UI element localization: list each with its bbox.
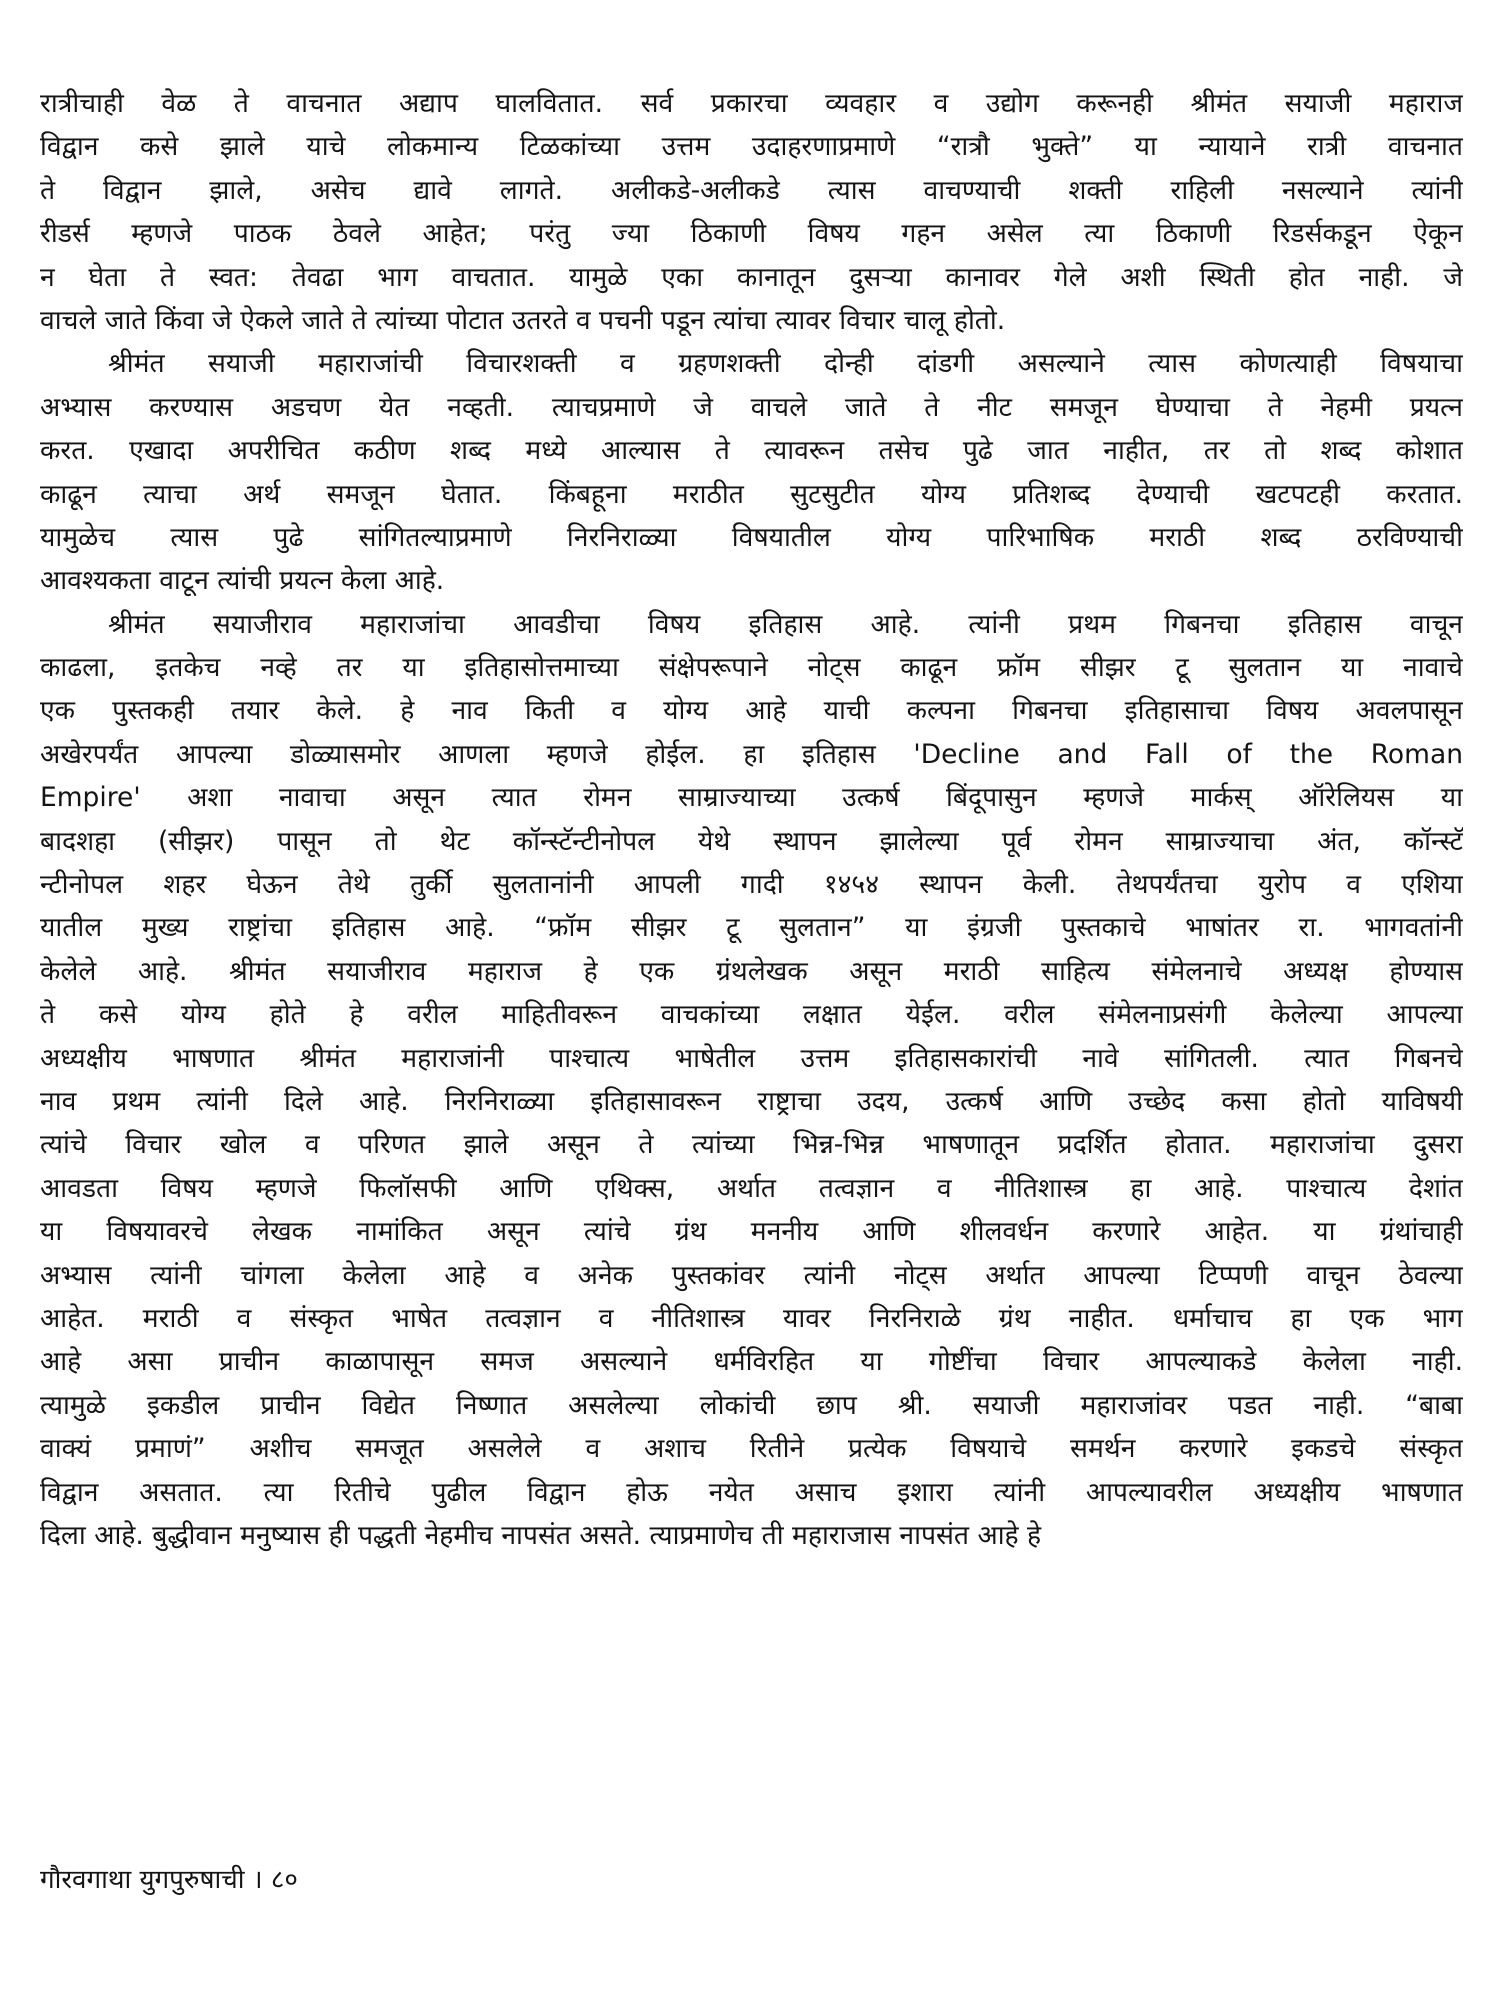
text-line: श्रीमंत सयाजीराव महाराजांचा आवडीचा विषय इतिहास आहे. त्यांनी प्रथम गिबनचा इतिहास वाचून: [108, 608, 1463, 640]
text-line: ते कसे योग्य होते हे वरील माहितीवरून वाचकांच्या लक्षात येईल. वरील संमेलनाप्रसंगी केलेल्या आपल्या: [40, 999, 1463, 1031]
text-line: आवडता विषय म्हणजे फिलॉसफी आणि एथिक्स, अर्थात तत्वज्ञान व नीतिशास्त्र हा आहे. पाश्चात्य देशांत: [40, 1172, 1463, 1204]
text-line: आहेत. मराठी व संस्कृत भाषेत तत्वज्ञान व नीतिशास्त्र यावर निरनिराळे ग्रंथ नाहीत. धर्माचाच हा एक भाग: [40, 1302, 1463, 1334]
text-line: या विषयावरचे लेखक नामांकित असून त्यांचे ग्रंथ मननीय आणि शीलवर्धन करणारे आहेत. या ग्रंथांचाही: [40, 1216, 1463, 1248]
text-line: ते विद्वान झाले, असेच द्यावे लागते. अलीकडे-अलीकडे त्यास वाचण्याची शक्ती राहिली नसल्याने त्यांनी: [40, 174, 1463, 206]
text-line: त्यांचे विचार खोल व परिणत झाले असून ते त्यांच्या भिन्न-भिन्न भाषणातून प्रदर्शित होतात. महाराजांचा दुसरा: [40, 1129, 1463, 1161]
text-line: अध्यक्षीय भाषणात श्रीमंत महाराजांनी पाश्चात्य भाषेतील उत्तम इतिहासकारांची नावे सांगितली. त्यात गिबनचे: [40, 1042, 1463, 1074]
text-line: केलेले आहे. श्रीमंत सयाजीराव महाराज हे एक ग्रंथलेखक असून मराठी साहित्य संमेलनाचे अध्यक्ष होण्यास: [40, 955, 1463, 987]
text-line: श्रीमंत सयाजी महाराजांची विचारशक्ती व ग्रहणशक्ती दोन्ही दांडगी असल्याने त्यास कोणत्याही विषयाचा: [108, 348, 1463, 380]
text-line: Empire' अशा नावाचा असून त्यात रोमन साम्राज्याच्या उत्कर्ष बिंदूपासुन म्हणजे मार्कस् ऑरेलियस या: [40, 782, 1463, 814]
text-line: यामुळेच त्यास पुढे सांगितल्याप्रमाणे निरनिराळ्या विषयातील योग्य पारिभाषिक मराठी शब्द ठरविण्याची: [40, 521, 1463, 553]
text-line: त्यामुळे इकडील प्राचीन विद्येत निष्णात असलेल्या लोकांची छाप श्री. सयाजी महाराजांवर पडत नाही. “बाबा: [40, 1389, 1463, 1421]
paragraph: [40, 603, 1463, 1558]
page-footer: गौरवगाथा युगपुरुषाची । ८०: [40, 1865, 298, 1895]
paragraph: [40, 82, 1463, 342]
text-line: काढून त्याचा अर्थ समजून घेतात. किंबहूना मराठीत सुटसुटीत योग्य प्रतिशब्द देण्याची खटपटही करतात.: [40, 478, 1463, 510]
text-line: काढला, इतकेच नव्हे तर या इतिहासोत्तमाच्या संक्षेपरूपाने नोट्स काढून फ्रॉम सीझर टू सुलतान या नावाचे: [40, 652, 1463, 684]
page-body: [40, 82, 1463, 1557]
text-line: बादशहा (सीझर) पासून तो थेट कॉन्स्टॅन्टीनोपल येथे स्थापन झालेल्या पूर्व रोमन साम्राज्याचा अंत, कॉन्स्टॅ: [40, 825, 1463, 857]
text-line: नाव प्रथम त्यांनी दिले आहे. निरनिराळ्या इतिहासावरून राष्ट्राचा उदय, उत्कर्ष आणि उच्छेद कसा होतो याविषयी: [40, 1085, 1463, 1117]
text-line: रीडर्स म्हणजे पाठक ठेवले आहेत; परंतु ज्या ठिकाणी विषय गहन असेल त्या ठिकाणी रिडर्सकडून ऐकून: [40, 218, 1463, 250]
text-line: विद्वान असतात. त्या रितीचे पुढील विद्वान होऊ नयेत असाच इशारा त्यांनी आपल्यावरील अध्यक्षीय भाषणात: [40, 1476, 1463, 1508]
paragraph: [40, 342, 1463, 602]
text-line: आवश्यकता वाटून त्यांची प्रयत्न केला आहे.: [40, 565, 445, 597]
text-line: अभ्यास त्यांनी चांगला केलेला आहे व अनेक पुस्तकांवर त्यांनी नोट्स अर्थात आपल्या टिप्पणी वाचून ठेवल्या: [40, 1259, 1463, 1291]
text-line: करत. एखादा अपरीचित कठीण शब्द मध्ये आल्यास ते त्यावरून तसेच पुढे जात नाहीत, तर तो शब्द कोशात: [40, 435, 1463, 467]
text-line: रात्रीचाही वेळ ते वाचनात अद्याप घालवितात. सर्व प्रकारचा व्यवहार व उद्योग करूनही श्रीमंत सयाजी महाराज: [40, 88, 1463, 119]
text-line: न घेता ते स्वत: तेवढा भाग वाचतात. यामुळे एका कानातून दुसऱ्या कानावर गेले अशी स्थिती होत नाही. जे: [40, 261, 1463, 293]
text-line: वाचले जाते किंवा जे ऐकले जाते ते त्यांच्या पोटात उतरते व पचनी पडून त्यांचा त्यावर विचार चालू होतो.: [40, 304, 1006, 336]
text-line: एक पुस्तकही तयार केले. हे नाव किती व योग्य आहे याची कल्पना गिबनचा इतिहासाचा विषय अवलपासून: [40, 695, 1463, 727]
text-line: अभ्यास करण्यास अडचण येत नव्हती. त्याचप्रमाणे जे वाचले जाते ते नीट समजून घेण्याचा ते नेहमी प्रयत्न: [40, 391, 1463, 423]
text-line: दिला आहे. बुद्धीवान मनुष्यास ही पद्धती नेहमीच नापसंत असते. त्याप्रमाणेच ती महाराजास नापसंत आहे हे: [40, 1519, 1042, 1551]
text-line: अखेरपर्यंत आपल्या डोळ्यासमोर आणला म्हणजे होईल. हा इतिहास 'Decline and Fall of the Roman: [40, 738, 1463, 770]
text-line: यातील मुख्य राष्ट्रांचा इतिहास आहे. “फ्रॉम सीझर टू सुलतान” या इंग्रजी पुस्तकाचे भाषांतर रा. भागवतांनी: [40, 912, 1463, 944]
text-line: वाक्यं प्रमाणं” अशीच समजूत असलेले व अशाच रितीने प्रत्येक विषयाचे समर्थन करणारे इकडचे संस्कृत: [40, 1433, 1463, 1465]
text-line: आहे असा प्राचीन काळापासून समज असल्याने धर्मविरहित या गोष्टींचा विचार आपल्याकडे केलेला नाही.: [40, 1346, 1463, 1378]
text-line: विद्वान कसे झाले याचे लोकमान्य टिळकांच्या उत्तम उदाहरणाप्रमाणे “रात्रौ भुक्ते” या न्यायाने रात्री वाचनात: [40, 131, 1463, 163]
text-line: न्टीनोपल शहर घेऊन तेथे तुर्की सुलतानांनी आपली गादी १४५४ स्थापन केली. तेथपर्यंतचा युरोप व एशिया: [40, 869, 1463, 901]
